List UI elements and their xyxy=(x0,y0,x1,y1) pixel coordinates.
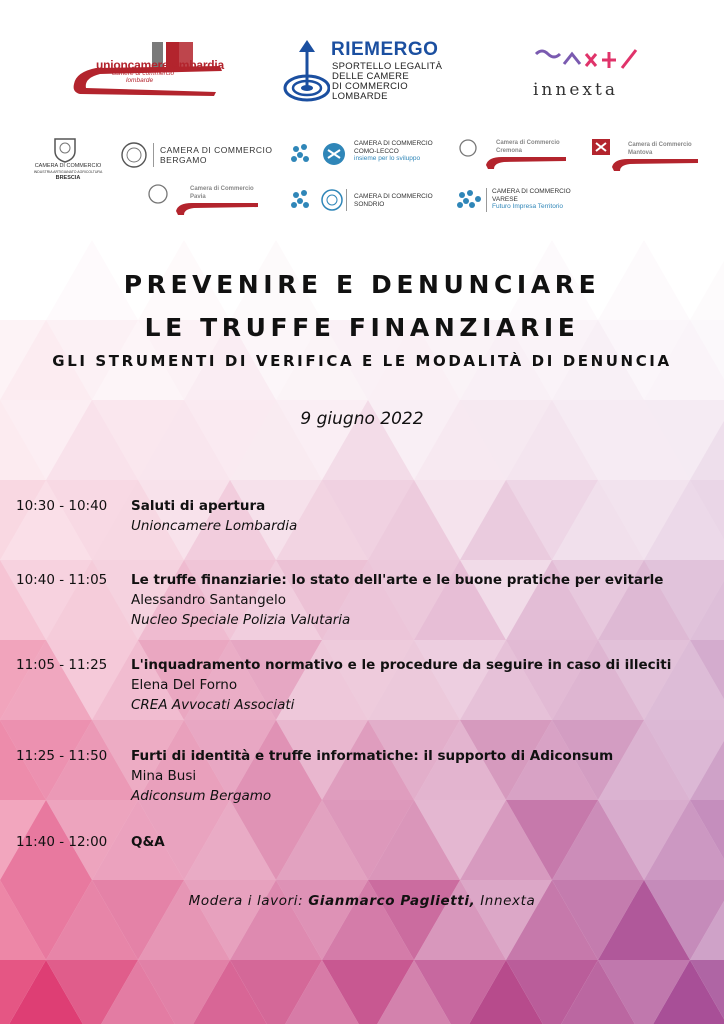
unioncamere-sub-line1: camere di commercio xyxy=(112,70,175,77)
agenda-time: 11:25 - 11:50 xyxy=(16,748,108,764)
pavia-line1: Camera di Commercio xyxy=(190,186,254,192)
sondrio-line1: CAMERA DI COMMERCIO xyxy=(354,193,433,200)
cremona-line2: Cremona xyxy=(496,147,523,154)
varese-line2: VARESE xyxy=(492,195,518,203)
brescia-line1: CAMERA DI COMMERCIO xyxy=(34,163,102,169)
agenda-title: Le truffe finanziarie: lo stato dell'arte e le buone pratiche per evitarle xyxy=(131,572,664,588)
varese-line1: CAMERA DI COMMERCIO xyxy=(492,188,571,195)
riemergo-sub-line: SPORTELLO LEGALITÀ xyxy=(332,61,443,72)
event-date: 9 giugno 2022 xyxy=(300,409,424,429)
riemergo-sub-line: DELLE CAMERE xyxy=(332,71,409,82)
agenda-org: CREA Avvocati Associati xyxy=(131,697,295,713)
varese-tagline: Futuro Impresa Territorio xyxy=(492,203,564,210)
agenda-speaker: Alessandro Santangelo xyxy=(131,592,286,608)
moderator-org: Innexta xyxy=(480,893,536,909)
agenda-content xyxy=(131,496,297,536)
cremona-line1: Camera di Commercio xyxy=(496,140,560,146)
agenda-org: Unioncamere Lombardia xyxy=(131,518,298,534)
mantova-line2: Mantova xyxy=(628,149,653,156)
pavia-line2: Pavia xyxy=(190,193,206,200)
unioncamere-sub-line2: lombarde xyxy=(126,77,154,84)
bergamo-line1: CAMERA DI COMMERCIO xyxy=(160,145,273,155)
riemergo-sub-line: DI COMMERCIO xyxy=(332,81,408,92)
bergamo-line2: BERGAMO xyxy=(160,155,207,165)
unioncamere-name: unioncamerelombardia xyxy=(96,58,225,72)
como-lecco-tagline: insieme per lo sviluppo xyxy=(354,155,421,162)
riemergo-sub-line: LOMBARDE xyxy=(332,91,388,102)
brescia-line2: INDUSTRIA ARTIGIANATO AGRICOLTURA xyxy=(33,170,103,174)
page-title-line1: PREVENIRE E DENUNCIARE xyxy=(123,270,601,299)
agenda-time: 11:05 - 11:25 xyxy=(16,657,108,673)
agenda-title: L'inquadramento normativo e le procedure da seguire in caso di illeciti xyxy=(131,657,672,673)
page-title-line2: LE TRUFFE FINANZIARIE xyxy=(144,313,580,342)
innexta-name: innexta xyxy=(533,80,618,100)
como-lecco-line2: COMO-LECCO xyxy=(354,147,399,155)
mantova-line1: Camera di Commercio xyxy=(628,142,692,148)
agenda-time: 10:40 - 11:05 xyxy=(16,572,108,588)
agenda-title: Saluti di apertura xyxy=(131,498,266,514)
agenda-time: 10:30 - 10:40 xyxy=(16,498,108,514)
agenda-content xyxy=(131,570,663,630)
agenda-content xyxy=(131,746,613,806)
moderator-prefix: Modera i lavori: xyxy=(188,893,304,909)
sondrio-line2: SONDRIO xyxy=(354,200,385,208)
moderator-line xyxy=(0,893,724,909)
agenda-speaker: Mina Busi xyxy=(131,768,197,784)
riemergo-title: RIEMERGO xyxy=(331,39,439,60)
page-subtitle: GLI STRUMENTI DI VERIFICA E LE MODALITÀ DI DENUNCIA xyxy=(52,352,672,370)
agenda-title: Furti di identità e truffe informatiche: il supporto di Adiconsum xyxy=(131,748,614,764)
agenda-speaker: Elena Del Forno xyxy=(131,677,238,693)
moderator-name: Gianmarco Paglietti, xyxy=(308,893,476,909)
agenda-content xyxy=(131,832,165,852)
como-lecco-line1: CAMERA DI COMMERCIO xyxy=(354,140,433,147)
agenda-title: Q&A xyxy=(131,834,165,850)
agenda-org: Adiconsum Bergamo xyxy=(131,788,272,804)
agenda-content xyxy=(131,655,671,715)
agenda-org: Nucleo Speciale Polizia Valutaria xyxy=(131,612,351,628)
brescia-line3: BRESCIA xyxy=(55,175,81,181)
agenda-time: 11:40 - 12:00 xyxy=(16,834,108,850)
